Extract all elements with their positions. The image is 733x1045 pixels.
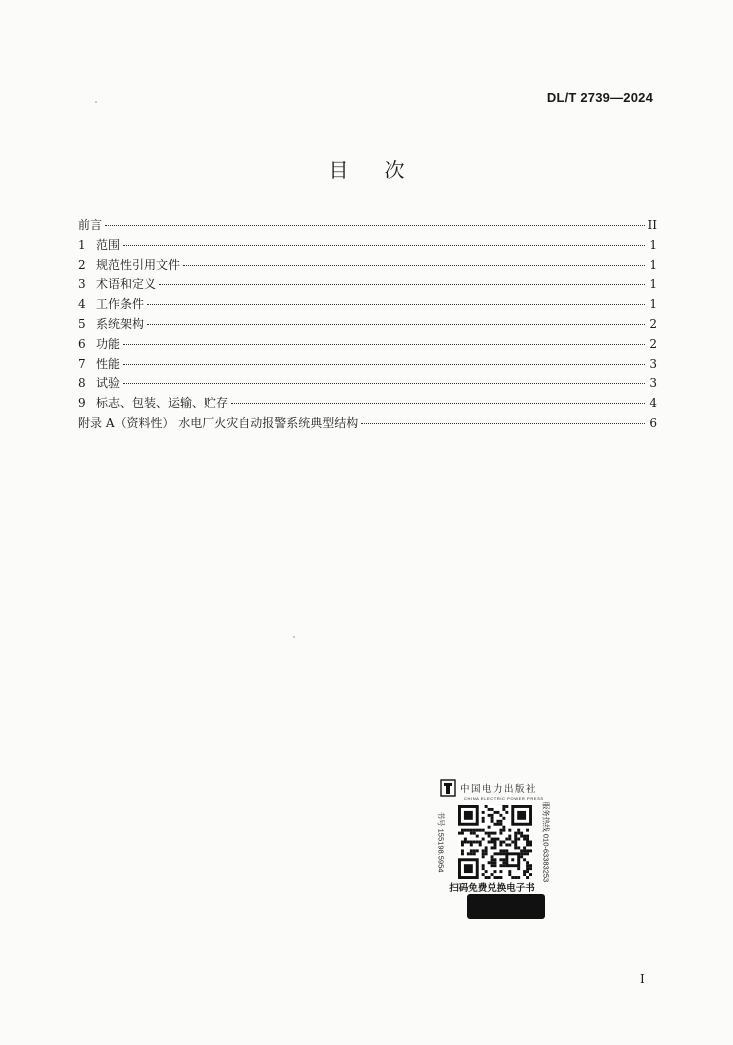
qr-module <box>526 843 529 846</box>
publisher-english-name: CHINA ELECTRIC POWER PRESS <box>464 796 544 801</box>
toc-leader-dots <box>147 304 645 305</box>
qr-module <box>529 843 532 846</box>
qr-module <box>526 829 529 832</box>
toc-entry-page: 1 <box>649 237 657 252</box>
qr-module <box>464 838 467 841</box>
qr-module <box>517 832 520 835</box>
qr-module <box>505 838 508 841</box>
qr-module <box>508 835 511 838</box>
qr-module <box>502 841 505 844</box>
qr-module <box>502 817 505 820</box>
toc-entry-page: II <box>647 218 657 232</box>
qr-module <box>499 832 502 835</box>
qr-module <box>467 829 470 832</box>
toc-entry[interactable] <box>78 335 657 355</box>
qr-module <box>520 852 523 855</box>
toc-entry-number: 3 <box>78 277 86 292</box>
toc-entry[interactable] <box>78 315 657 335</box>
toc-entry-number: 7 <box>78 356 86 371</box>
qr-module <box>514 846 517 849</box>
qr-module <box>496 838 499 841</box>
qr-module <box>488 808 491 811</box>
qr-module <box>508 843 511 846</box>
qr-module <box>526 838 529 841</box>
toc-entry-label: 术语和定义 <box>96 277 157 292</box>
qr-module <box>502 861 505 864</box>
toc-leader-dots <box>123 364 645 365</box>
qr-module <box>488 826 491 829</box>
qr-module <box>494 841 497 844</box>
qr-module <box>523 852 526 855</box>
qr-module <box>494 861 497 864</box>
qr-module <box>526 861 529 864</box>
qr-module <box>461 843 464 846</box>
toc-entry-page: 6 <box>649 415 657 430</box>
qr-module <box>473 849 476 852</box>
qr-module <box>491 832 494 835</box>
qr-module <box>520 832 523 835</box>
toc-entry-label: 规范性引用文件 <box>96 257 181 272</box>
toc-entry[interactable] <box>78 256 657 276</box>
qr-module <box>494 832 497 835</box>
qr-module <box>523 873 526 876</box>
qr-module <box>494 858 497 861</box>
qr-module <box>514 838 517 841</box>
qr-module <box>502 852 505 855</box>
qr-module <box>499 843 502 846</box>
toc-entry-page: 3 <box>649 376 657 391</box>
qr-module <box>499 841 502 844</box>
qr-module <box>520 835 523 838</box>
qr-module <box>470 843 473 846</box>
qr-module <box>491 808 494 811</box>
toc-leader-dots <box>361 423 645 424</box>
qr-module <box>482 855 485 858</box>
qr-module <box>488 814 491 817</box>
book-number: 书号 155198.5954 <box>436 811 445 873</box>
qr-module <box>517 838 520 841</box>
qr-module <box>464 829 467 832</box>
toc-entry-number: 6 <box>78 336 86 351</box>
qr-module <box>461 832 464 835</box>
qr-module <box>494 838 497 841</box>
qr-module <box>499 823 502 826</box>
qr-module <box>529 849 532 852</box>
qr-module <box>502 864 505 867</box>
scan-speck <box>293 636 295 638</box>
qr-module <box>482 849 485 852</box>
qr-module <box>511 876 514 879</box>
qr-module <box>514 832 517 835</box>
qr-code[interactable] <box>458 805 532 879</box>
qr-module <box>470 832 473 835</box>
qr-module <box>470 841 473 844</box>
qr-module <box>499 849 502 852</box>
qr-module <box>488 832 491 835</box>
qr-module <box>499 814 502 817</box>
qr-module <box>520 849 523 852</box>
toc-entry-label: 试验 <box>96 376 121 391</box>
qr-module <box>491 864 494 867</box>
qr-module <box>491 838 494 841</box>
toc-entry-page: 4 <box>649 396 657 411</box>
qr-module <box>494 870 497 873</box>
qr-module <box>491 817 494 820</box>
qr-module <box>502 826 505 829</box>
qr-module <box>485 852 488 855</box>
toc-leader-dots <box>105 225 645 226</box>
qr-module <box>496 820 499 823</box>
qr-module <box>526 867 529 870</box>
qr-module <box>502 805 505 808</box>
qr-module <box>529 841 532 844</box>
qr-module <box>508 873 511 876</box>
qr-module <box>494 843 497 846</box>
qr-module <box>488 861 491 864</box>
toc-leader-dots <box>147 324 645 325</box>
qr-module <box>514 876 517 879</box>
qr-module <box>464 811 473 820</box>
toc-entry-page: 2 <box>649 336 657 351</box>
qr-module <box>505 811 508 814</box>
qr-module <box>526 852 529 855</box>
qr-module <box>494 823 497 826</box>
qr-module <box>523 835 526 838</box>
toc-entry-label: 前言 <box>78 218 103 232</box>
qr-module <box>467 841 470 844</box>
toc-entry-label: 系统架构 <box>96 316 145 331</box>
toc-entry-number: 9 <box>78 396 86 411</box>
qr-module <box>491 858 494 861</box>
qr-module <box>502 858 505 861</box>
toc-entry-number: 4 <box>78 297 86 312</box>
qr-module <box>520 855 523 858</box>
service-phone: 服务热线 010-63383253 <box>541 801 550 883</box>
qr-module <box>470 829 473 832</box>
qr-module <box>458 832 461 835</box>
qr-module <box>496 852 499 855</box>
qr-module <box>482 852 485 855</box>
toc-leader-dots <box>183 265 645 266</box>
qr-module <box>496 823 499 826</box>
qr-module <box>514 841 517 844</box>
qr-module <box>491 873 494 876</box>
qr-module <box>488 876 491 879</box>
qr-module <box>505 849 508 852</box>
qr-module <box>496 811 499 814</box>
qr-module <box>485 876 488 879</box>
qr-module <box>473 832 476 835</box>
qr-module <box>491 814 494 817</box>
qr-module <box>470 852 473 855</box>
qr-module <box>476 829 479 832</box>
document-code: DL/T 2739—2024 <box>546 90 653 105</box>
qr-module <box>494 811 497 814</box>
qr-module <box>488 841 491 844</box>
toc-entry[interactable] <box>78 355 657 375</box>
qr-module <box>499 876 502 879</box>
qr-module <box>514 843 517 846</box>
qr-module <box>526 841 529 844</box>
qr-module <box>523 870 526 873</box>
toc-entry-label: 功能 <box>96 336 121 351</box>
qr-module <box>479 841 482 844</box>
qr-module <box>529 864 532 867</box>
qr-module <box>485 846 488 849</box>
toc-entry-number: 2 <box>78 257 86 272</box>
toc-entry-label: 范围 <box>96 237 121 252</box>
qr-module <box>496 876 499 879</box>
qr-module <box>461 852 464 855</box>
qr-module <box>502 829 505 832</box>
qr-module <box>482 811 485 814</box>
qr-module <box>523 838 526 841</box>
toc-leader-dots <box>123 344 645 345</box>
qr-module <box>491 841 494 844</box>
qr-module <box>499 820 502 823</box>
qr-module <box>523 849 526 852</box>
scan-speck <box>95 101 97 103</box>
toc-entry[interactable] <box>78 394 657 414</box>
qr-module <box>508 870 511 873</box>
qr-module <box>499 864 502 867</box>
qr-module <box>482 838 485 841</box>
qr-module <box>494 852 497 855</box>
qr-module <box>491 855 494 858</box>
qr-module <box>491 861 494 864</box>
qr-module <box>517 846 520 849</box>
qr-module <box>505 843 508 846</box>
toc-leader-dots <box>231 403 645 404</box>
qr-module <box>523 858 526 861</box>
qr-module <box>505 805 508 808</box>
toc-entry-number: 8 <box>78 376 86 391</box>
qr-module <box>526 876 529 879</box>
toc-entry-label: 工作条件 <box>96 297 145 312</box>
qr-module <box>508 829 511 832</box>
qr-module <box>517 829 520 832</box>
publisher-name: 中国电力出版社 <box>460 784 538 795</box>
toc-entry-number: 5 <box>78 316 86 331</box>
toc-title: 目次 <box>328 158 441 182</box>
toc-entry-page: 1 <box>649 257 657 272</box>
qr-module <box>485 870 488 873</box>
qr-module <box>526 864 529 867</box>
qr-module <box>470 849 473 852</box>
toc-entry-page: 1 <box>649 277 657 292</box>
qr-module <box>529 873 532 876</box>
qr-module <box>511 841 514 844</box>
qr-module <box>479 829 482 832</box>
qr-module <box>461 841 464 844</box>
qr-module <box>482 867 485 870</box>
table-of-contents <box>78 216 657 434</box>
publisher-qr-block <box>436 777 548 919</box>
qr-module <box>485 805 488 808</box>
qr-module <box>464 841 467 844</box>
qr-module <box>476 835 479 838</box>
toc-entry-label: 标志、包装、运输、贮存 <box>96 396 229 411</box>
qr-module <box>461 829 464 832</box>
qr-module <box>494 876 497 879</box>
qr-module <box>473 829 476 832</box>
qr-module <box>467 852 470 855</box>
qr-module <box>482 820 485 823</box>
qr-module <box>511 858 514 861</box>
toc-entry[interactable] <box>78 295 657 315</box>
redacted-code-label <box>467 894 545 919</box>
qr-module <box>482 829 485 832</box>
qr-module <box>485 832 488 835</box>
qr-module <box>494 846 497 849</box>
toc-entry[interactable] <box>78 216 657 236</box>
qr-module <box>464 864 473 873</box>
toc-leader-dots <box>123 245 645 246</box>
qr-module <box>499 858 502 861</box>
toc-entry[interactable] <box>78 414 657 434</box>
qr-module <box>482 864 485 867</box>
qr-caption: 扫码免费兑换电子书 <box>449 883 535 894</box>
qr-module <box>502 849 505 852</box>
qr-module <box>526 870 529 873</box>
qr-module <box>476 849 479 852</box>
qr-module <box>517 811 526 820</box>
qr-module <box>499 852 502 855</box>
qr-module <box>485 849 488 852</box>
qr-module <box>482 873 485 876</box>
toc-entry-number: 1 <box>78 237 86 252</box>
toc-entry[interactable] <box>78 374 657 394</box>
toc-leader-dots <box>159 284 645 285</box>
toc-entry-page: 1 <box>649 297 657 312</box>
toc-entry-page: 2 <box>649 316 657 331</box>
toc-entry-label: 性能 <box>96 356 121 371</box>
qr-module <box>473 852 476 855</box>
qr-module <box>494 864 497 867</box>
qr-module <box>526 849 529 852</box>
qr-module <box>488 835 491 838</box>
toc-entry-page: 3 <box>649 356 657 371</box>
qr-module <box>491 820 494 823</box>
qr-module <box>517 867 520 870</box>
qr-module <box>499 829 502 832</box>
qr-module <box>499 870 502 873</box>
qr-module <box>482 817 485 820</box>
qr-module <box>491 846 494 849</box>
toc-entry[interactable] <box>78 275 657 295</box>
toc-entry-label: 附录 A（资料性） 水电厂火灾自动报警系统典型结构 <box>78 415 359 430</box>
toc-entry[interactable] <box>78 236 657 256</box>
qr-module <box>514 835 517 838</box>
qr-module <box>502 808 505 811</box>
toc-leader-dots <box>123 383 645 384</box>
qr-module <box>461 849 464 852</box>
qr-module <box>473 841 476 844</box>
qr-module <box>523 846 526 849</box>
page-number: I <box>640 972 645 986</box>
qr-module <box>479 843 482 846</box>
qr-module <box>526 835 529 838</box>
qr-module <box>517 876 520 879</box>
qr-module <box>529 867 532 870</box>
publisher-logo-icon <box>440 779 456 797</box>
qr-module <box>508 838 511 841</box>
qr-module <box>476 841 479 844</box>
